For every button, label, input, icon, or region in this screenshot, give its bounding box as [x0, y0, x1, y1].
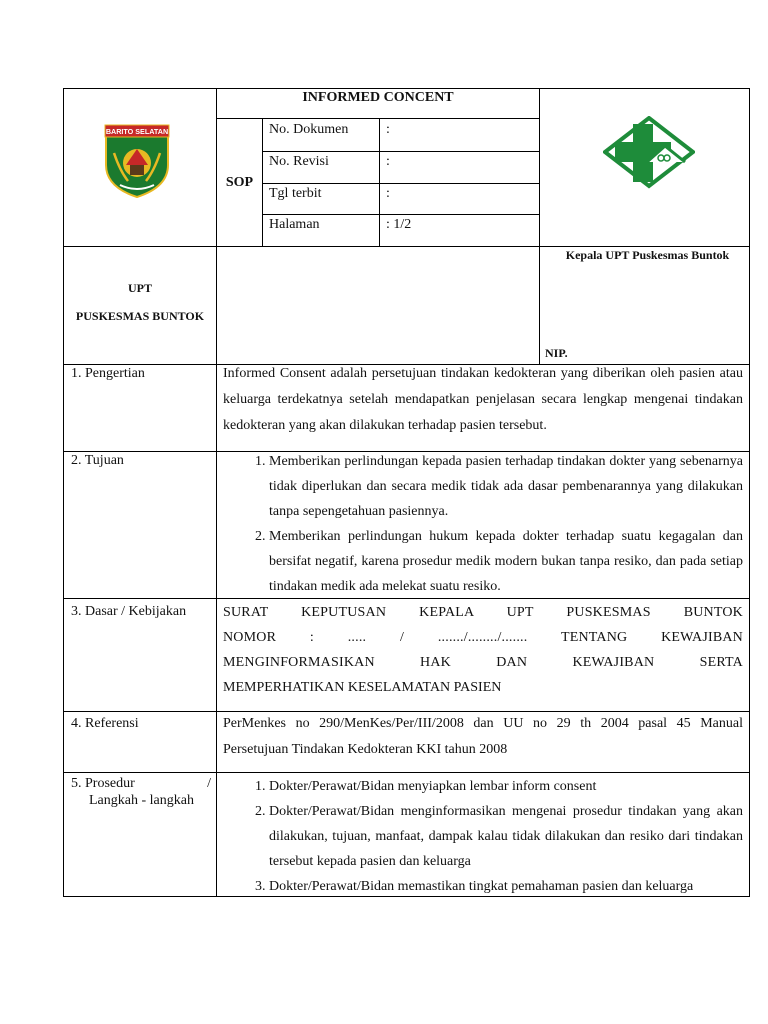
- regency-crest-logo: [102, 121, 172, 199]
- text-pengertian: Informed Consent adalah persetujuan tindakan kedokteran yang diberikan oleh pasien atau keluarga terdekatnya setelah mendapatkan penjelasan secara lengkap mengenai tindakan kedokteran yang akan dilakukan terhadap pasien tersebut.: [223, 366, 743, 433]
- field-value-tgl-terbit: :: [386, 186, 390, 201]
- field-value-halaman: : 1/2: [386, 217, 412, 232]
- dasar-line: MEMPERHATIKAN KESELAMATAN PASIEN: [223, 680, 502, 695]
- divider: [262, 183, 539, 184]
- label-prosedur-main: 5. Prosedur: [71, 776, 135, 791]
- field-label-no-revisi: No. Revisi: [269, 154, 329, 169]
- divider: [379, 118, 380, 246]
- field-label-tgl-terbit: Tgl terbit: [269, 186, 322, 201]
- list-tujuan: [223, 449, 743, 599]
- list-item: 1. Memberikan perlindungan kepada pasien terhadap tindakan dokter yang sebenarnya tidak diperlukan dan secara medik tidak ada dasar pembenarannya yang dilakukan tanpa sepengetahuan pasiennya.: [269, 449, 743, 524]
- label-dasar: 3. Dasar / Kebijakan: [71, 604, 187, 619]
- list-item: 2. Memberikan perlindungan hukum kepada dokter terhadap suatu kegagalan dan bersifat negatif, karena prosedur medik modern bukan tanpa resiko, dan pada setiap tindakan medik ada melekat suatu resiko.: [269, 524, 743, 599]
- crest-banner-text: BARITO SELATAN: [105, 127, 169, 136]
- list-item: 3. Dokter/Perawat/Bidan memastikan tingkat pemahaman pasien dan keluarga: [269, 874, 743, 899]
- org-name: PUSKESMAS BUNTOK: [75, 309, 205, 323]
- label-referensi: 4. Referensi: [71, 716, 139, 731]
- field-label-no-dokumen: No. Dokumen: [269, 122, 349, 137]
- field-label-halaman: Halaman: [269, 217, 320, 232]
- org-unit: [64, 274, 216, 330]
- divider: [262, 118, 263, 246]
- puskesmas-logo: [603, 116, 695, 190]
- list-item: 1. Dokter/Perawat/Bidan menyiapkan lembar inform consent: [269, 774, 743, 799]
- label-prosedur-slash: /: [207, 776, 211, 791]
- signer-title: Kepala UPT Puskesmas Buntok: [565, 248, 730, 262]
- dasar-line: MENGINFORMASIKAN HAK DAN KEWAJIBAN SERTA: [223, 655, 743, 670]
- text-referensi: PerMenkes no 290/MenKes/Per/III/2008 dan UU no 29 th 2004 pasal 45 Manual Persetujuan Tindakan Kedokteran KKI tahun 2008: [223, 716, 743, 757]
- divider: [262, 151, 539, 152]
- sop-label: SOP: [225, 174, 254, 190]
- dasar-line: SURAT KEPUTUSAN KEPALA UPT PUSKESMAS BUNTOK: [223, 605, 743, 620]
- document-title: INFORMED CONCENT: [302, 90, 454, 105]
- label-pengertian: 1. Pengertian: [71, 366, 145, 381]
- org-upt: UPT: [128, 281, 152, 295]
- list-prosedur: [223, 774, 743, 899]
- label-prosedur: [71, 775, 211, 809]
- label-prosedur-sub: Langkah - langkah: [89, 793, 194, 808]
- text-dasar: [223, 600, 743, 700]
- signer-nip: NIP.: [545, 346, 568, 360]
- field-value-no-revisi: :: [386, 154, 390, 169]
- divider: [262, 214, 539, 215]
- field-value-no-dokumen: :: [386, 122, 390, 137]
- label-tujuan: 2. Tujuan: [71, 453, 124, 468]
- list-item: 2. Dokter/Perawat/Bidan menginformasikan mengenai prosedur tindakan yang akan dilakukan, tujuan, manfaat, dampak kalau tidak dilakukan dan resiko dari tindakan tersebut kepada pasien dan keluarga: [269, 799, 743, 874]
- dasar-line: NOMOR : ..... / ......./......../....... TENTANG KEWAJIBAN: [223, 630, 743, 645]
